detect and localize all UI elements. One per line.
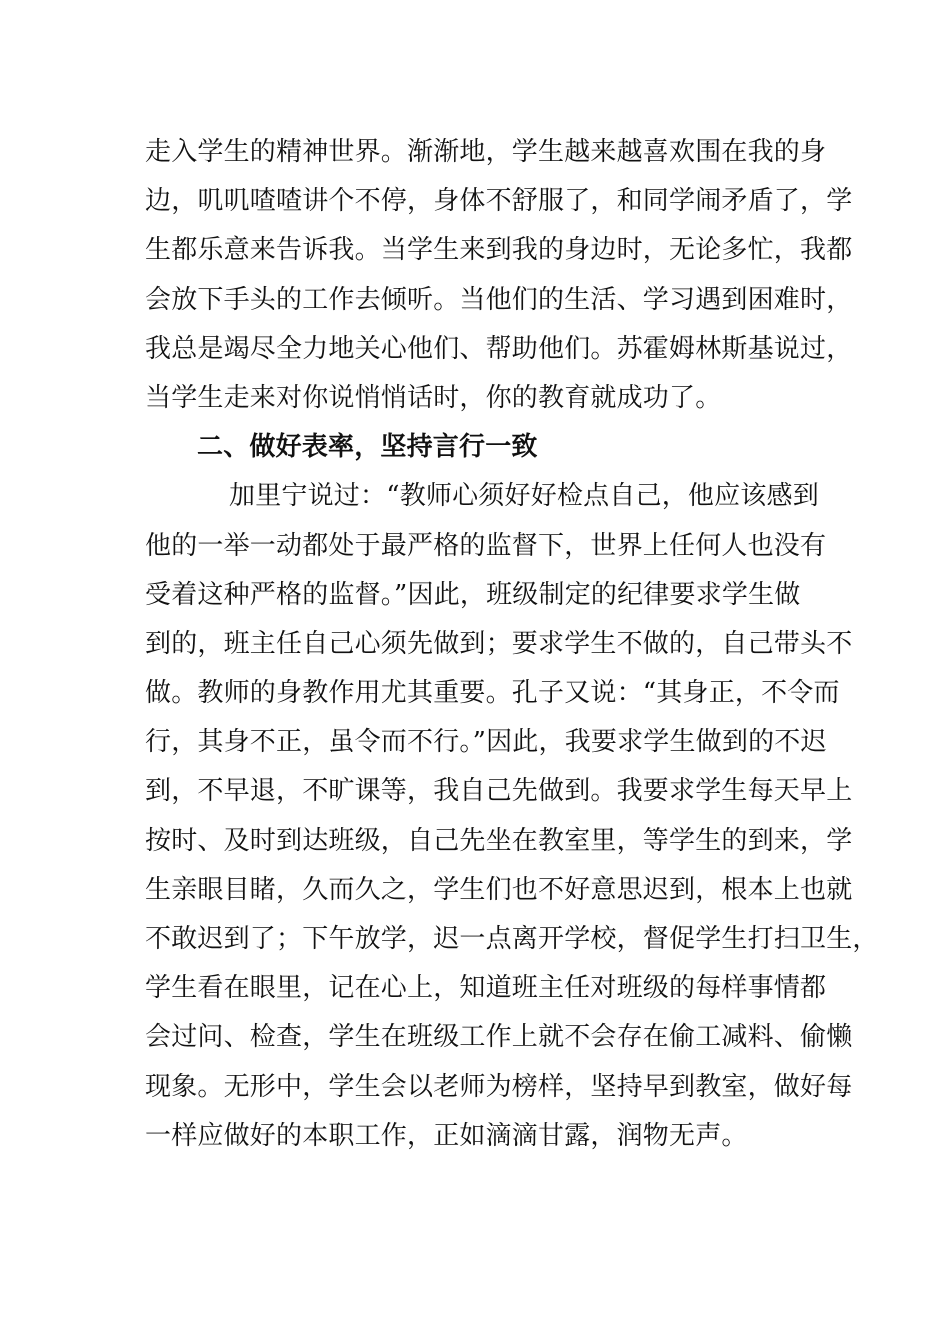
text-line: 做。教师的身教作用尤其重要。孔子又说：“其身正，不令而: [145, 678, 840, 709]
document-body: [145, 128, 879, 1161]
text-line: 走入学生的精神世界。渐渐地，学生越来越喜欢围在我的身: [145, 137, 827, 167]
paragraph-1: [145, 128, 853, 423]
text-line: 按时、及时到达班级，自己先坐在教室里，等学生的到来，学: [145, 825, 853, 856]
text-line: 当学生走来对你说悄悄话时，你的教育就成功了。: [145, 382, 722, 413]
text-line: 行，其身不正，虽令而不行。”因此，我要求学生做到的不迟: [145, 727, 827, 758]
text-line: 边，叽叽喳喳讲个不停，身体不舒服了，和同学闹矛盾了，学: [145, 186, 853, 217]
text-line: 会放下手头的工作去倾听。当他们的生活、学习遇到困难时，: [145, 284, 853, 315]
text-line: 生都乐意来告诉我。当学生来到我的身边时，无论多忙，我都: [145, 235, 853, 266]
text-line: 现象。无形中，学生会以老师为榜样，坚持早到教室，做好每: [145, 1071, 853, 1102]
text-line: 生亲眼目睹，久而久之，学生们也不好意思迟到，根本上也就: [145, 874, 853, 905]
text-line: 一样应做好的本职工作，正如滴滴甘露，润物无声。: [145, 1120, 748, 1151]
text-line: 学生看在眼里，记在心上，知道班主任对班级的每样事情都: [145, 973, 827, 1004]
text-line: 受着这种严格的监督。”因此，班级制定的纪律要求学生做: [145, 579, 801, 610]
text-line: 会过问、检查，学生在班级工作上就不会存在偷工减料、偷懒: [145, 1022, 853, 1053]
text-line: 他的一举一动都处于最严格的监督下，世界上任何人也没有: [145, 530, 827, 561]
section-heading: 二、做好表率，坚持言行一致: [197, 432, 538, 463]
text-line: 不敢迟到了；下午放学，迟一点离开学校，督促学生打扫卫生，: [145, 924, 879, 954]
text-line: 到，不早退，不旷课等，我自己先做到。我要求学生每天早上: [145, 776, 853, 807]
paragraph-2: [145, 472, 879, 1161]
text-line: 到的，班主任自己心须先做到；要求学生不做的，自己带头不: [145, 628, 853, 659]
text-line: 加里宁说过：“教师心须好好检点自己，他应该感到: [229, 481, 819, 512]
text-line: 我总是竭尽全力地关心他们、帮助他们。苏霍姆林斯基说过，: [145, 333, 853, 364]
